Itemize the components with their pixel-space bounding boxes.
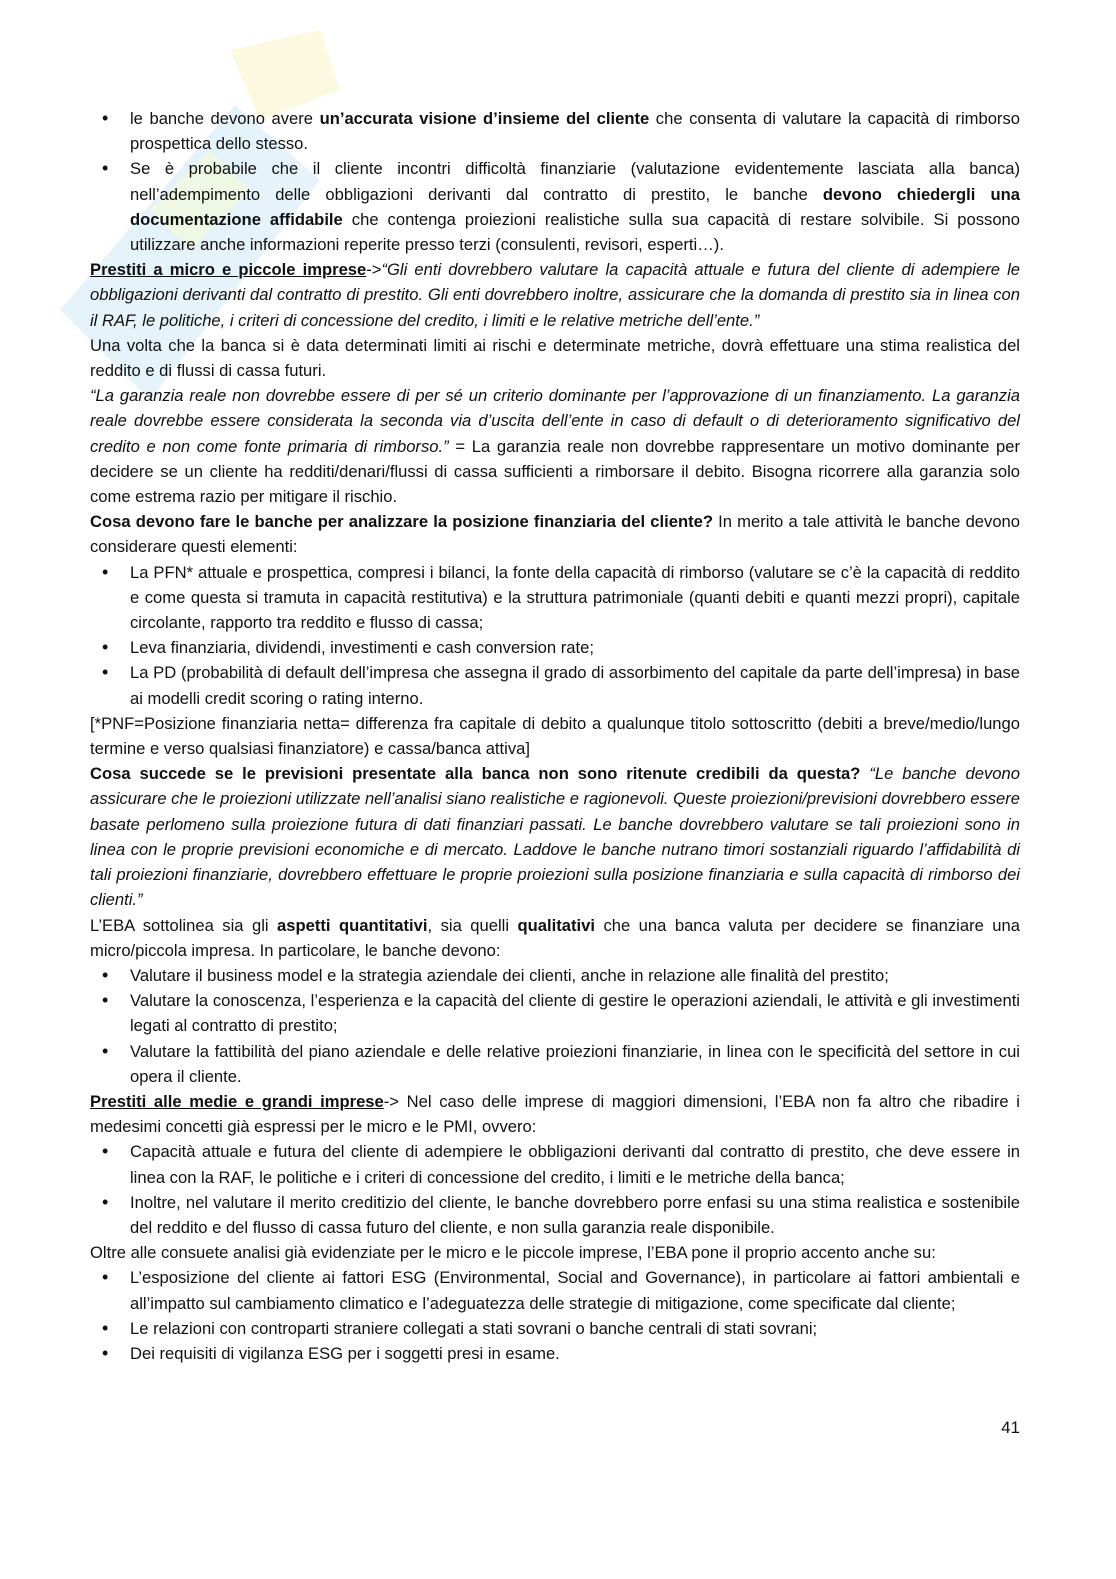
intro-list xyxy=(90,106,1020,257)
list-item: • Dei requisiti di vigilanza ESG per i soggetti presi in esame. xyxy=(90,1341,1020,1366)
list-item: • Valutare la fattibilità del piano aziendale e delle relative proiezioni finanziarie, in linea con le specificità del settore in cui opera il cliente. xyxy=(90,1039,1020,1089)
micro-section-intro: Prestiti a micro e piccole imprese->“Gli enti dovrebbero valutare la capacità attuale e futura del cliente di adempiere le obbligazioni derivanti dal contratto di prestito. Gli enti dovrebbero inoltre, assicurare che la domanda di prestito sia in linea con il RAF, le politiche, i criteri di concessione del credito, i limiti e le relative metriche dell’ente.” xyxy=(90,260,1020,330)
question-heading: Cosa succede se le previsioni presentate alla banca non sono ritenute credibili da questa? xyxy=(90,764,861,784)
list-item: • Valutare la conoscenza, l’esperienza e la capacità del cliente di gestire le operazioni aziendali, le attività e gli investimenti legati al contratto di prestito; xyxy=(90,988,1020,1038)
list-item: • Se è probabile che il cliente incontri difficoltà finanziarie (valutazione evidentemente lasciata alla banca) nell’adempimento delle obbligazioni derivanti dal contratto di prestito, le banche devono chiedergli una documentazione affidabile che contenga proiezioni realistiche sulla sua capacità di restare solvibile. Si possono utilizzare anche informazioni reperite presso terzi (consulenti, revisori, esperti…). xyxy=(90,156,1020,257)
analysis-list xyxy=(90,560,1020,711)
question-heading: Cosa devono fare le banche per analizzare la posizione finanziaria del cliente? xyxy=(90,512,714,532)
list-item: • L’esposizione del cliente ai fattori ESG (Environmental, Social and Governance), in particolare ai fattori ambientali e all’impatto sul cambiamento climatico e l’adeguatezza delle strategie di mitigazione, come specificate dal cliente; xyxy=(90,1265,1020,1315)
list-item: • La PFN* attuale e prospettica, compresi i bilanci, la fonte della capacità di rimborso (valutare se c’è la capacità di reddito e come questa si tramuta in capacità restitutiva) e la struttura patrimoniale (quanti debiti e quanti mezzi propri), capitale circolante, rapporto tra reddito e flusso di cassa; xyxy=(90,560,1020,636)
large-list-2 xyxy=(90,1265,1020,1366)
large-list xyxy=(90,1139,1020,1240)
section-heading: Prestiti a micro e piccole imprese xyxy=(90,260,367,280)
section-heading: Prestiti alle medie e grandi imprese xyxy=(90,1091,384,1111)
list-item: • La PD (probabilità di default dell’impresa che assegna il grado di assorbimento del capitale da parte dell’impresa) in base ai modelli credit scoring o rating interno. xyxy=(90,660,1020,710)
list-item: • Valutare il business model e la strategia aziendale dei clienti, anche in relazione alle finalità del prestito; xyxy=(90,963,1020,988)
paragraph: L’EBA sottolinea sia gli aspetti quantitativi, sia quelli qualitativi che una banca valuta per decidere se finanziare una micro/piccola impresa. In particolare, le banche devono: xyxy=(90,915,1020,960)
quote: “Gli enti dovrebbero valutare la capacità attuale e futura del cliente di adempiere le obbligazioni derivanti dal contratto di prestito. Gli enti dovrebbero inoltre, assicurare che la domanda di prestito sia in linea con il RAF, le politiche, i criteri di concessione del credito, i limiti e le relative metriche dell’ente.” xyxy=(90,260,1020,330)
note: [*PNF=Posizione finanziaria netta= differenza fra capitale di debito a qualunque titolo sottoscritto (debiti a breve/medio/lungo termine e verso qualsiasi finanziatore) e cassa/banca attiva] xyxy=(90,713,1020,759)
document-page xyxy=(90,106,1020,1366)
list-item: • Inoltre, nel valutare il merito creditizio del cliente, le banche dovrebbero porre enfasi su una stima realistica e sostenibile del reddito e del flusso di cassa futuro del cliente, e non sulla garanzia reale disponibile. xyxy=(90,1190,1020,1240)
list-item: • Capacità attuale e futura del cliente di adempiere le obbligazioni derivanti dal contratto di prestito, che deve essere in linea con la RAF, le politiche e i criteri di concessione del credito, i limiti e le metriche della banca; xyxy=(90,1139,1020,1189)
large-section-intro: Prestiti alle medie e grandi imprese-> Nel caso delle imprese di maggiori dimensioni, l’EBA non fa altro che ribadire i medesimi concetti già espressi per le micro e le PMI, ovvero: xyxy=(90,1091,1020,1137)
eba-list xyxy=(90,963,1020,1089)
paragraph: “La garanzia reale non dovrebbe essere di per sé un criterio dominante per l’approvazione di un finanziamento. La garanzia reale dovrebbe essere considerata la seconda via d’uscita dell’ente in caso di default o di deterioramento significativo del credito e non come fonte primaria di rimborso.” = La garanzia reale non dovrebbe rappresentare un motivo dominante per decidere se un cliente ha redditi/denari/flussi di cassa sufficienti a rimborsare il debito. Bisogna ricorrere alla garanzia solo come estrema razio per mitigare il rischio. xyxy=(90,386,1020,507)
list-item: • le banche devono avere un’accurata visione d’insieme del cliente che consenta di valutare la capacità di rimborso prospettica dello stesso. xyxy=(90,106,1020,156)
list-item: • Le relazioni con controparti straniere collegati a stati sovrani o banche centrali di stati sovrani; xyxy=(90,1316,1020,1341)
paragraph: Oltre alle consuete analisi già evidenziate per le micro e le piccole imprese, l’EBA pone il proprio accento anche su: xyxy=(90,1243,936,1263)
list-item: • Leva finanziaria, dividendi, investimenti e cash conversion rate; xyxy=(90,635,1020,660)
page-number: 41 xyxy=(1001,1418,1020,1437)
paragraph: Cosa devono fare le banche per analizzare la posizione finanziaria del cliente? In merito a tale attività le banche devono considerare questi elementi: xyxy=(90,512,1021,557)
paragraph: Una volta che la banca si è data determinati limiti ai rischi e determinate metriche, dovrà effettuare una stima realistica del reddito e di flussi di cassa futuri. xyxy=(90,335,1020,381)
paragraph: Cosa succede se le previsioni presentate alla banca non sono ritenute credibili da questa? “Le banche devono assicurare che le proiezioni utilizzate nell’analisi siano realistiche e ragionevoli. Queste proiezioni/previsioni dovrebbero essere basate perlomeno sulla proiezione futura di dati finanziari passati. Le banche dovrebbero valutare se tali proiezioni sono in linea con le proprie previsioni economiche e di mercato. Laddove le banche nutrano timori sostanziali riguardo l’affidabilità di tali proiezioni finanziarie, dovrebbero effettuare le proprie proiezioni sulla posizione finanziaria e sulla capacità di rimborso dei clienti.” xyxy=(90,764,1020,910)
